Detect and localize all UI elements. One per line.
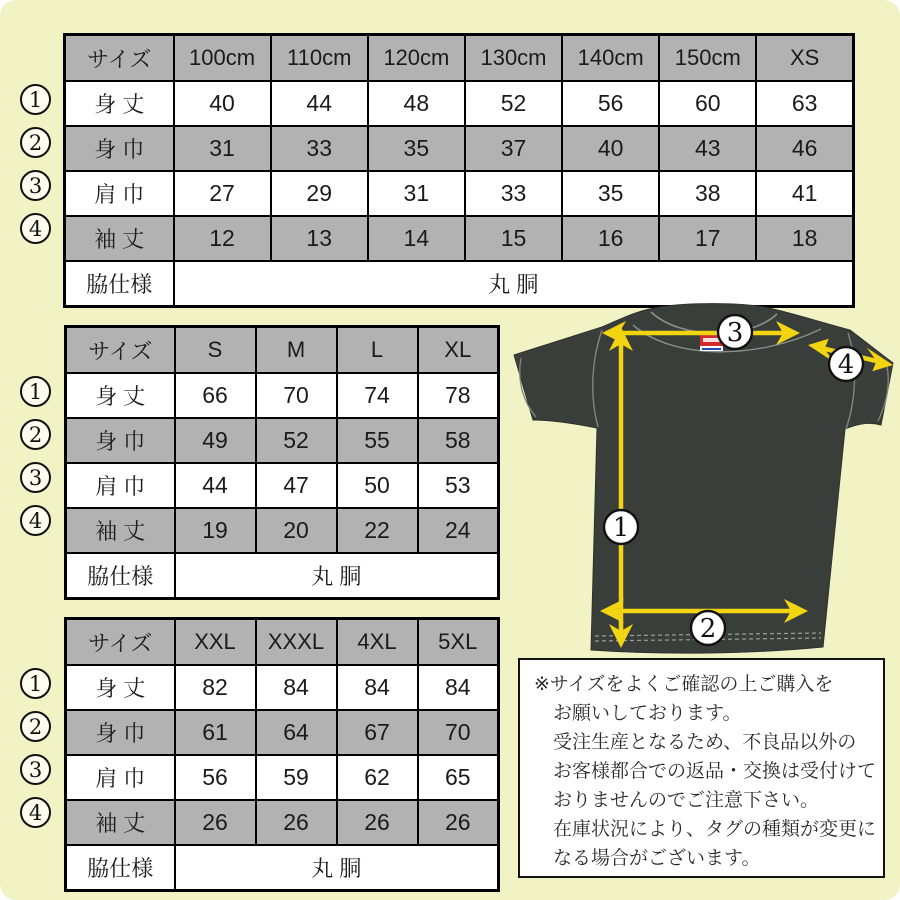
measure-cell: 52 [465,81,562,126]
measure-cell: 48 [368,81,465,126]
measure-cell: 61 [175,710,256,755]
footer-row [66,845,499,891]
measure-cell: 70 [418,710,499,755]
measure-cell: 63 [756,81,853,126]
measure-row [66,463,499,508]
measure-cell: 43 [659,126,756,171]
column-header: 120cm [368,35,465,82]
measure-cell: 58 [418,418,499,463]
purchase-notice-box [518,658,885,878]
row-label: 肩 巾 [65,171,174,216]
measure-cell: 82 [175,665,256,710]
measure-cell: 31 [368,171,465,216]
label-4-text: 4 [837,350,855,380]
column-header: S [175,327,256,374]
note-line: 在庫状況により、タグの種類が変更に [553,819,877,840]
footer-value: 丸 胴 [175,845,499,891]
row-label: 袖 丈 [65,216,174,261]
circled-row-number: 4 [20,505,51,536]
row-label: 身 巾 [66,710,175,755]
footer-label: 脇仕様 [65,261,174,307]
column-header: サイズ [66,619,175,666]
row-label: 身 丈 [66,665,175,710]
measure-row [66,508,499,553]
measure-cell: 52 [256,418,337,463]
measure-cell: 84 [256,665,337,710]
measure-cell: 19 [175,508,256,553]
circled-label-4 [829,347,863,381]
measure-cell: 53 [418,463,499,508]
measure-cell: 27 [174,171,271,216]
note-line: おりませんのでご注意下さい。 [553,790,820,811]
header-row [66,619,499,666]
measure-cell: 55 [337,418,418,463]
measure-cell: 26 [337,800,418,845]
column-header: XXXL [256,619,337,666]
measure-row [66,710,499,755]
measure-row [66,755,499,800]
circled-label-2 [691,611,725,645]
row-label: 身 丈 [65,81,174,126]
column-header: 140cm [562,35,659,82]
measure-row [66,418,499,463]
tshirt-diagram-svg [505,300,900,665]
circled-row-number: 2 [20,711,51,742]
row-label: 身 巾 [66,418,175,463]
column-header: XXL [175,619,256,666]
note-line: お願いしております。 [553,703,742,724]
measure-cell: 84 [418,665,499,710]
measure-cell: 44 [175,463,256,508]
measure-cell: 74 [337,373,418,418]
measure-cell: 50 [337,463,418,508]
measure-cell: 65 [418,755,499,800]
measure-cell: 40 [174,81,271,126]
measure-cell: 29 [271,171,368,216]
row-marker-column-kids [20,84,51,244]
measure-row [65,81,854,126]
measure-cell: 12 [174,216,271,261]
measure-cell: 26 [175,800,256,845]
column-header: M [256,327,337,374]
row-label: 袖 丈 [66,508,175,553]
column-header: 110cm [271,35,368,82]
row-marker-column-plus [20,668,51,828]
circled-row-number: 4 [20,797,51,828]
measure-cell: 56 [175,755,256,800]
circled-row-number: 1 [20,376,51,407]
measure-cell: 18 [756,216,853,261]
measure-cell: 84 [337,665,418,710]
note-line: ※サイズをよくご確認の上ご購入を [534,674,834,695]
column-header: 100cm [174,35,271,82]
measure-cell: 41 [756,171,853,216]
measure-cell: 56 [562,81,659,126]
measure-cell: 31 [174,126,271,171]
column-header: XL [418,327,499,374]
measure-row [66,800,499,845]
measure-cell: 16 [562,216,659,261]
measure-row [65,216,854,261]
footer-value: 丸 胴 [175,553,499,599]
measure-cell: 37 [465,126,562,171]
measure-row [66,373,499,418]
measure-cell: 35 [368,126,465,171]
circled-row-number: 3 [20,170,51,201]
column-header: 4XL [337,619,418,666]
size-table-adult [64,325,500,600]
row-label: 身 巾 [65,126,174,171]
measure-cell: 15 [465,216,562,261]
circled-label-3 [718,315,752,349]
measure-row [65,126,854,171]
circled-row-number: 3 [20,754,51,785]
measure-cell: 22 [337,508,418,553]
column-header: 5XL [418,619,499,666]
column-header: 130cm [465,35,562,82]
row-label: 肩 巾 [66,755,175,800]
note-line: お客様都合での返品・交換は受付けて [553,761,877,782]
measure-cell: 14 [368,216,465,261]
note-line: なる場合がございます。 [553,848,761,869]
column-header: XS [756,35,853,82]
row-label: 袖 丈 [66,800,175,845]
row-marker-column-adult [20,376,51,536]
footer-row [66,553,499,599]
measure-cell: 33 [271,126,368,171]
measure-cell: 38 [659,171,756,216]
measure-cell: 24 [418,508,499,553]
measure-cell: 64 [256,710,337,755]
column-header: 150cm [659,35,756,82]
column-header: サイズ [66,327,175,374]
measure-cell: 49 [175,418,256,463]
header-row [66,327,499,374]
circled-row-number: 1 [20,668,51,699]
row-label: 肩 巾 [66,463,175,508]
measure-cell: 70 [256,373,337,418]
label-1-text: 1 [612,513,630,543]
footer-label: 脇仕様 [66,553,175,599]
measure-cell: 62 [337,755,418,800]
circled-row-number: 2 [20,419,51,450]
measure-cell: 33 [465,171,562,216]
measure-cell: 59 [256,755,337,800]
size-table-plus [64,617,500,892]
measure-cell: 26 [256,800,337,845]
column-header: サイズ [65,35,174,82]
measure-cell: 40 [562,126,659,171]
measure-cell: 60 [659,81,756,126]
header-row [65,35,854,82]
measure-row [65,171,854,216]
circled-row-number: 1 [20,84,51,115]
label-2-text: 2 [699,614,717,644]
footer-value: 丸 胴 [174,261,854,307]
circled-row-number: 4 [20,213,51,244]
footer-label: 脇仕様 [66,845,175,891]
measure-cell: 47 [256,463,337,508]
row-label: 身 丈 [66,373,175,418]
circled-row-number: 3 [20,462,51,493]
measure-cell: 44 [271,81,368,126]
size-table-kids [63,33,855,308]
measure-cell: 13 [271,216,368,261]
measure-cell: 66 [175,373,256,418]
measure-cell: 46 [756,126,853,171]
measure-cell: 26 [418,800,499,845]
circled-row-number: 2 [20,127,51,158]
note-line: 受注生産となるため、不良品以外の [553,732,857,753]
label-3-text: 3 [726,318,744,348]
measure-cell: 35 [562,171,659,216]
column-header: L [337,327,418,374]
tshirt-measurement-diagram [505,300,900,665]
measure-cell: 20 [256,508,337,553]
measure-cell: 67 [337,710,418,755]
measure-row [66,665,499,710]
circled-label-1 [604,510,638,544]
measure-cell: 17 [659,216,756,261]
measure-cell: 78 [418,373,499,418]
